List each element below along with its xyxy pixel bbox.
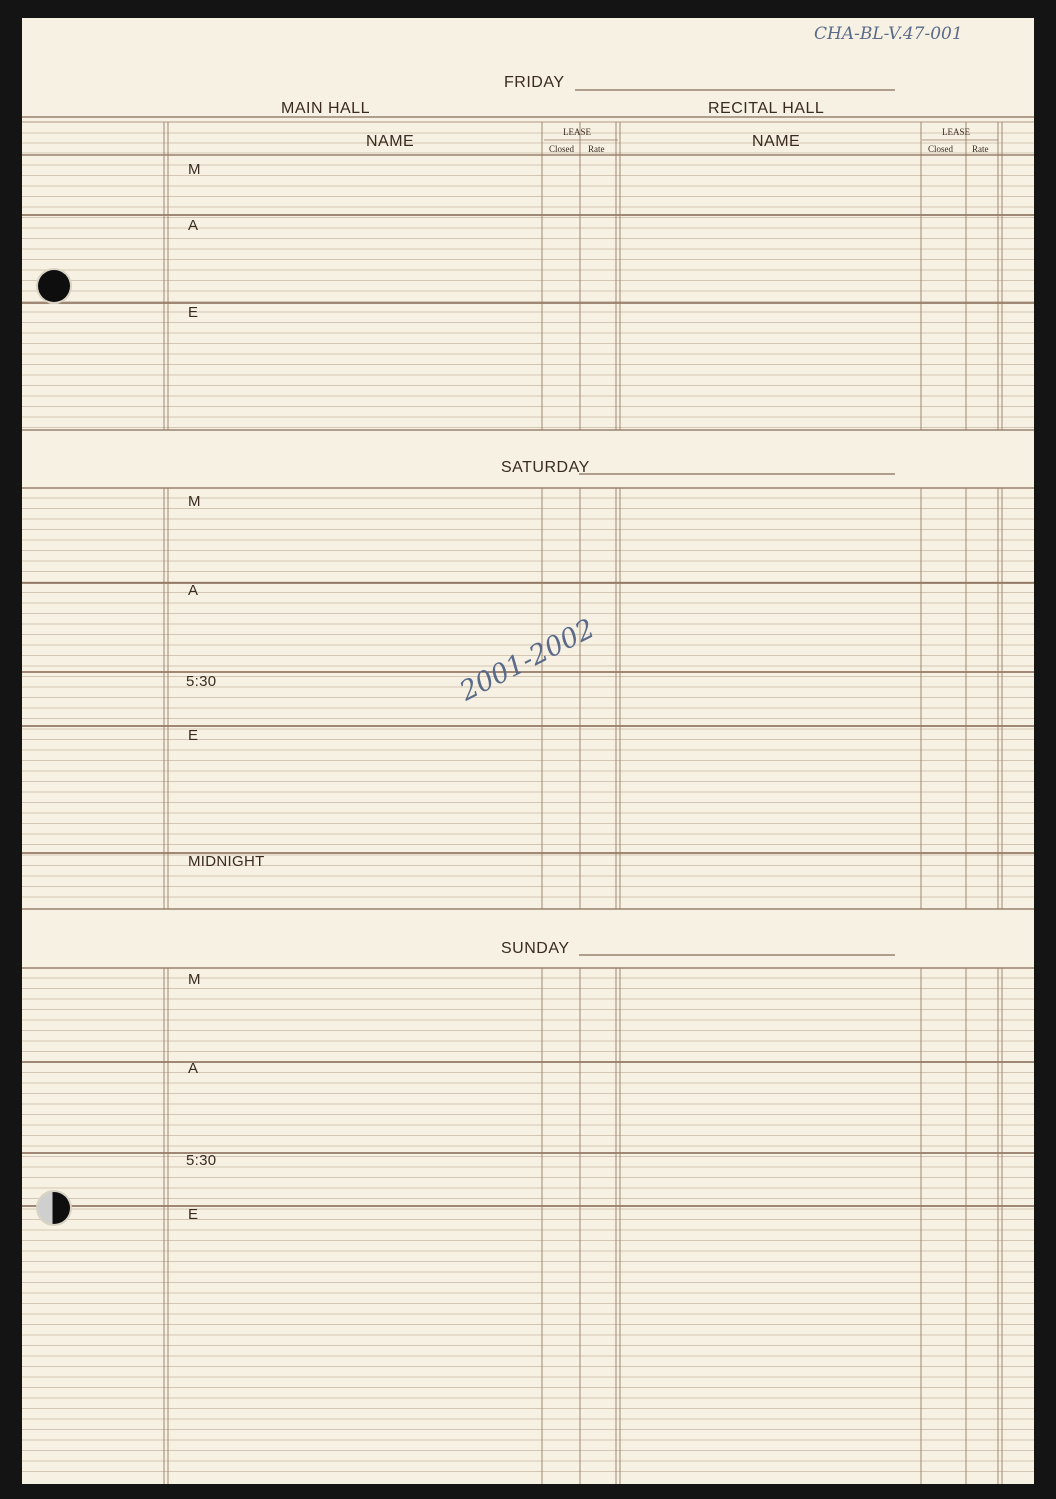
- saturday-afternoon-label: A: [188, 582, 199, 599]
- catalog-reference: CHA-BL-V.47-001: [814, 24, 963, 44]
- recital-name-column-header: NAME: [752, 133, 801, 150]
- main-lease-header: LEASE: [563, 127, 591, 137]
- friday-afternoon-label: A: [188, 217, 199, 234]
- saturday-morning-label: M: [188, 493, 201, 510]
- main-closed-header: Closed: [549, 144, 575, 154]
- punch-hole-top: [38, 270, 70, 302]
- sunday-morning-label: M: [188, 971, 201, 988]
- saturday-midnight-label: MIDNIGHT: [188, 853, 265, 870]
- sunday-evening-label: E: [188, 1206, 199, 1223]
- recital-rate-header: Rate: [972, 144, 989, 154]
- friday-evening-label: E: [188, 304, 199, 321]
- friday-morning-label: M: [188, 161, 201, 178]
- main-hall-heading: MAIN HALL: [281, 100, 370, 117]
- day-title-sunday: SUNDAY: [501, 940, 570, 957]
- handwritten-year-note: 2001-2002: [454, 613, 600, 708]
- saturday-530-label: 5:30: [186, 673, 217, 690]
- recital-hall-heading: RECITAL HALL: [708, 100, 825, 117]
- sunday-afternoon-label: A: [188, 1060, 199, 1077]
- main-name-column-header: NAME: [366, 133, 415, 150]
- day-title-friday: FRIDAY: [504, 74, 565, 91]
- ruled-grid: [22, 18, 1034, 1484]
- day-title-saturday: SATURDAY: [501, 459, 590, 476]
- recital-lease-header: LEASE: [942, 127, 970, 137]
- sunday-530-label: 5:30: [186, 1152, 217, 1169]
- main-rate-header: Rate: [588, 144, 605, 154]
- schedule-sheet: [22, 18, 1034, 1484]
- punch-hole-bottom: [38, 1192, 70, 1224]
- recital-closed-header: Closed: [928, 144, 954, 154]
- saturday-evening-label: E: [188, 727, 199, 744]
